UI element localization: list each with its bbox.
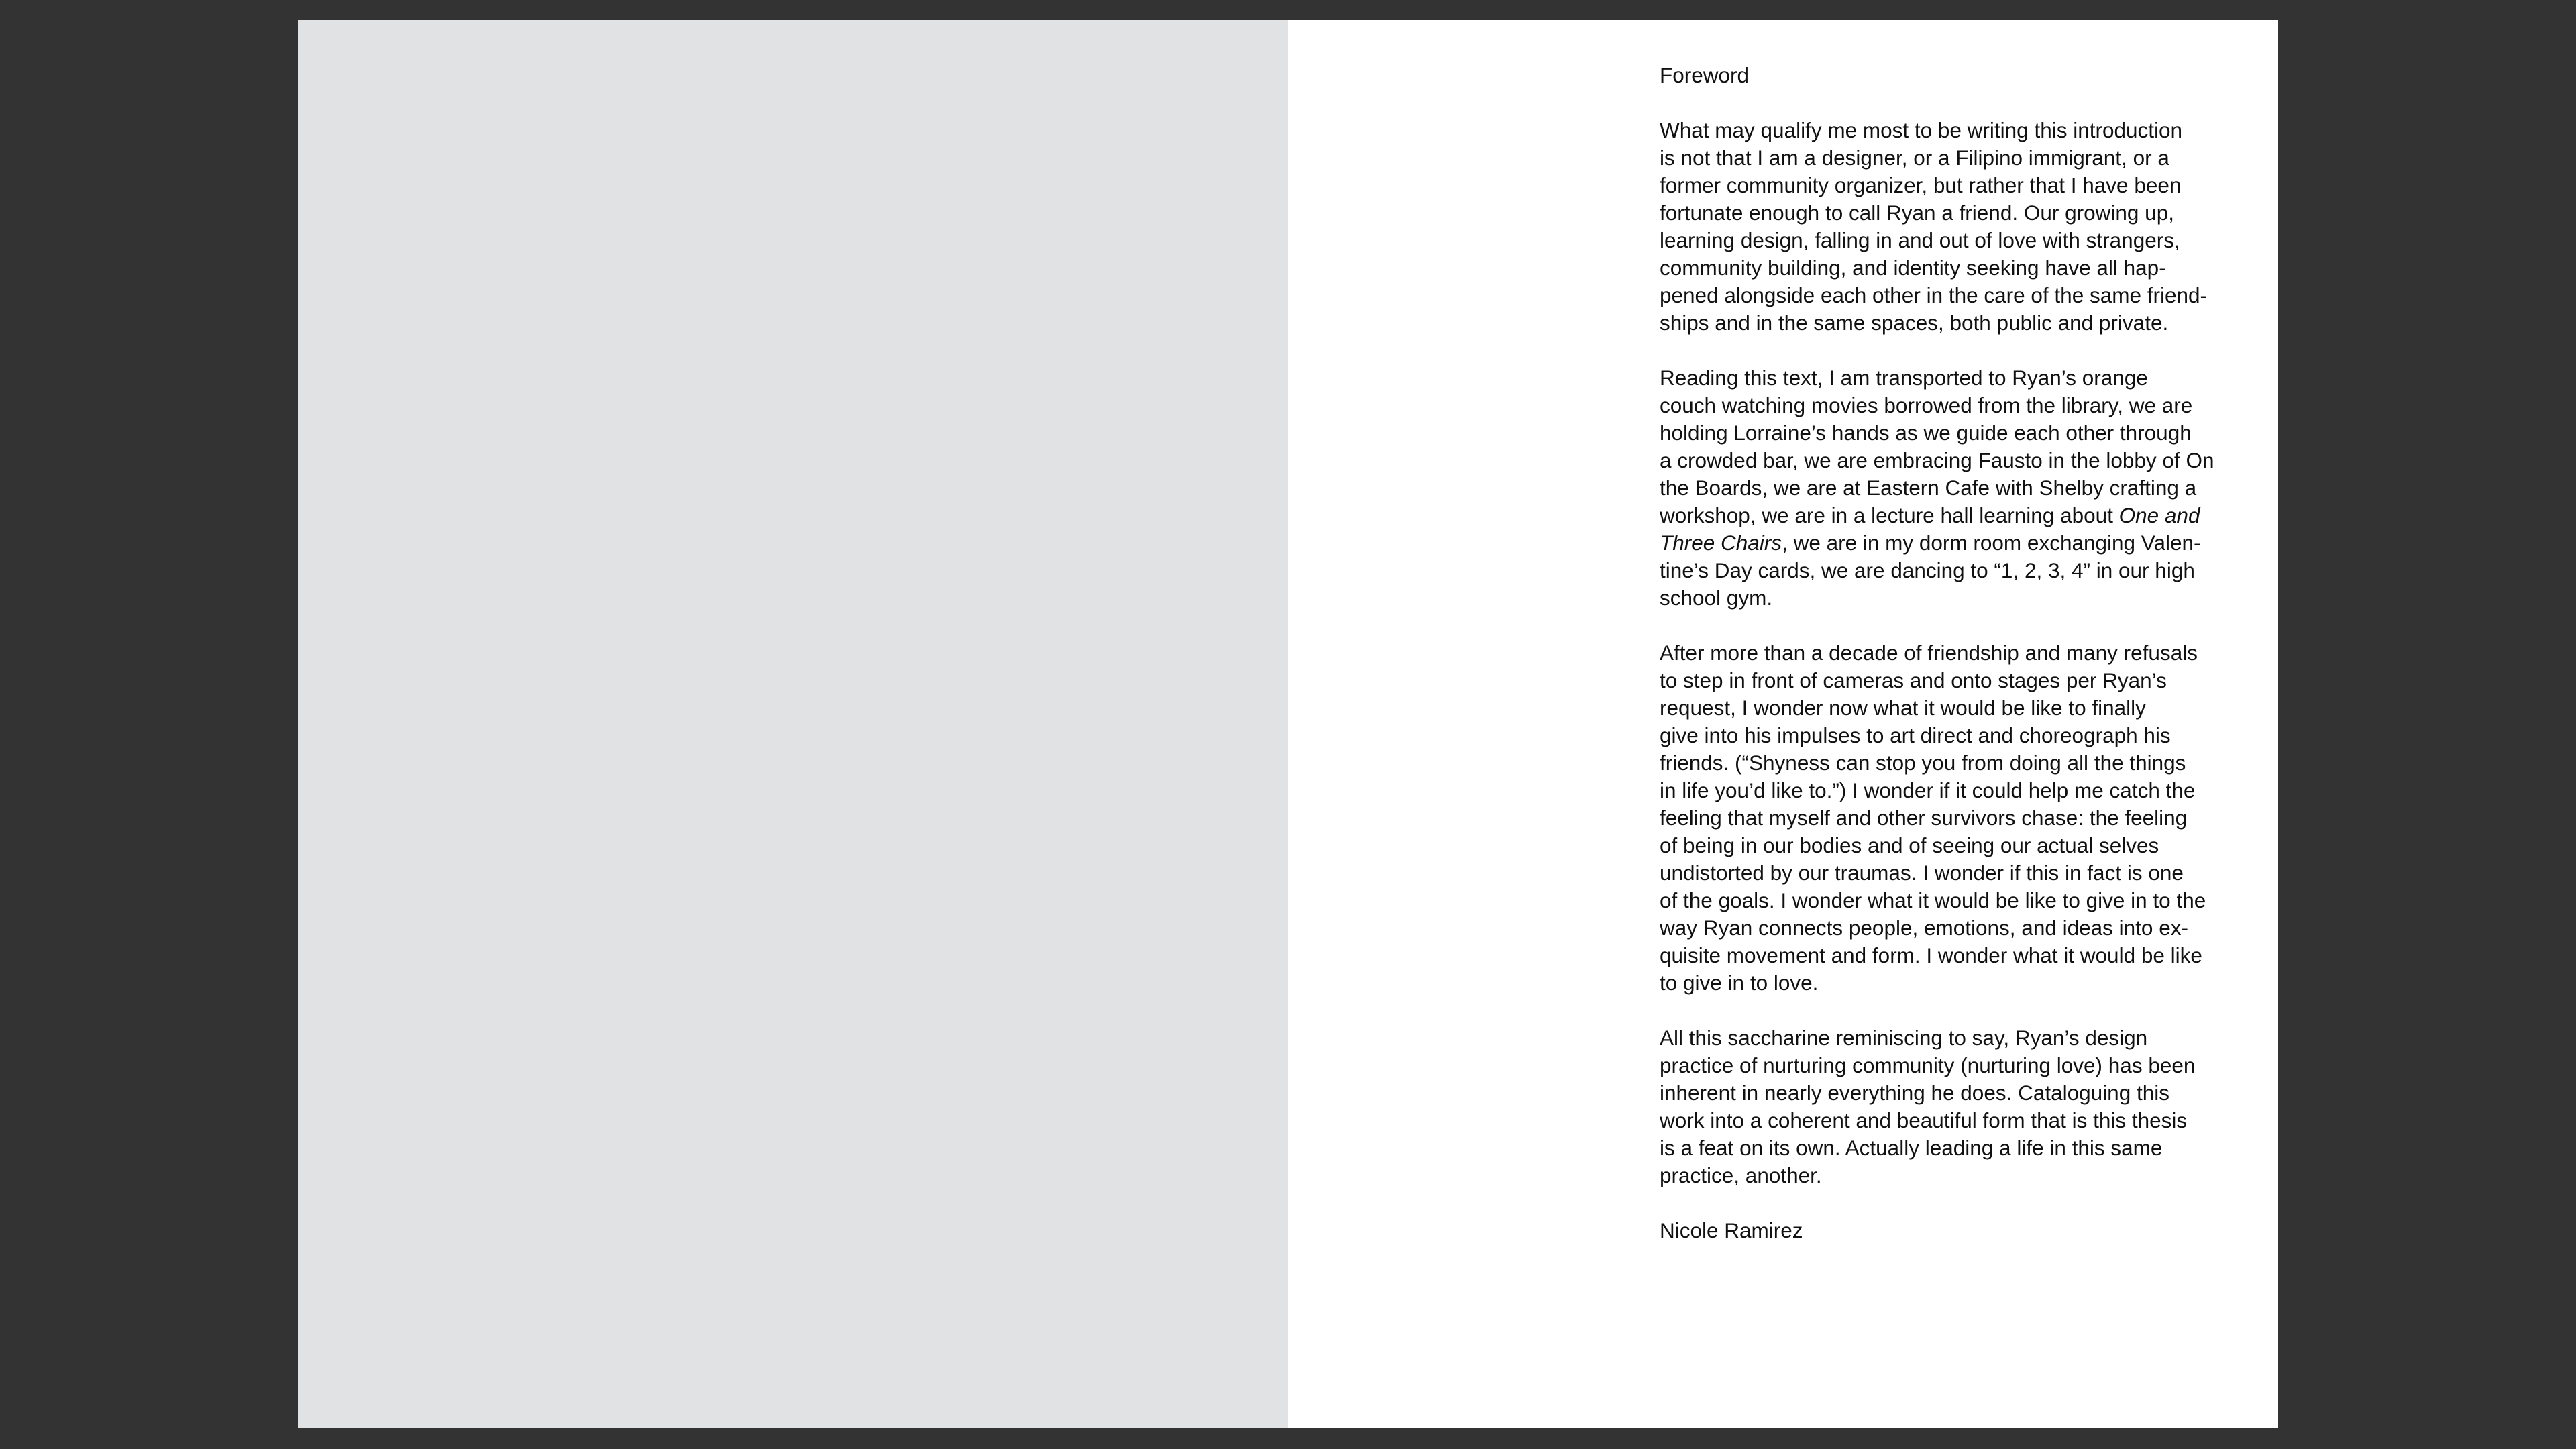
paragraph-friendship: After more than a decade of friendship and many refusals to step in front of cameras and onto stages per Ryan’s request, I wonder now what it would be like to finally give into his impulses to art direct and choreograph his friends. (“Shyness can stop you from doing all the things in life you’d like to.”) I wonder if it could help me catch the feeling that myself and other survivors chase: the feeling of being in our bodies and of seeing our actual selves undistorted by our traumas. I wonder if this in fact is one of the goals. I wonder what it would be like to give in to the way Ryan connects people, emotions, and ideas into ex- quisite movement and form. I wonder what it would be like to give in to love. xyxy=(1660,641,2206,995)
artwork-title-italic: One and Three Chairs xyxy=(1660,503,2200,555)
paragraph-introduction: What may qualify me most to be writing this introduction is not that I am a designer, or a Filipino immigrant, or a former community organizer, but rather that I have been fortunate enough to call Ryan a friend. Our growing up, learning design, falling in and out of love with strangers, community building, and identity seeking have all hap- pened alongside each other in the care of the same friend- ships and in the same spaces, both public and private. xyxy=(1660,118,2208,335)
reading-text-after: , we are in my dorm room exchanging Valen- tine’s Day cards, we are dancing to “1, 2, 3, 4” in our high school gym. xyxy=(1660,531,2201,610)
right-page xyxy=(1288,20,2278,1428)
foreword-text-column xyxy=(1660,62,2243,1244)
book-spread xyxy=(298,20,2278,1428)
author-signature: Nicole Ramirez xyxy=(1660,1218,1803,1242)
left-page-blank xyxy=(298,20,1288,1428)
paragraph-conclusion: All this saccharine reminiscing to say, Ryan’s design practice of nurturing community (nurturing love) has been inherent in nearly everything he does. Cataloguing this work into a coherent and beautiful form that is this thesis is a feat on its own. Actually leading a life in this same practice, another. xyxy=(1660,1026,2196,1187)
page-title: Foreword xyxy=(1660,63,1750,87)
reading-text-before: Reading this text, I am transported to Ryan’s orange couch watching movies borrowed from the library, we are holding Lorraine’s hands as we guide each other through a crowded bar, we are embracing Fausto in the lobby of On the Boards, we are at Eastern Cafe with Shelby crafting a workshop, we are in a lecture hall learning about xyxy=(1660,366,2214,527)
paragraph-reading xyxy=(1660,364,2243,612)
